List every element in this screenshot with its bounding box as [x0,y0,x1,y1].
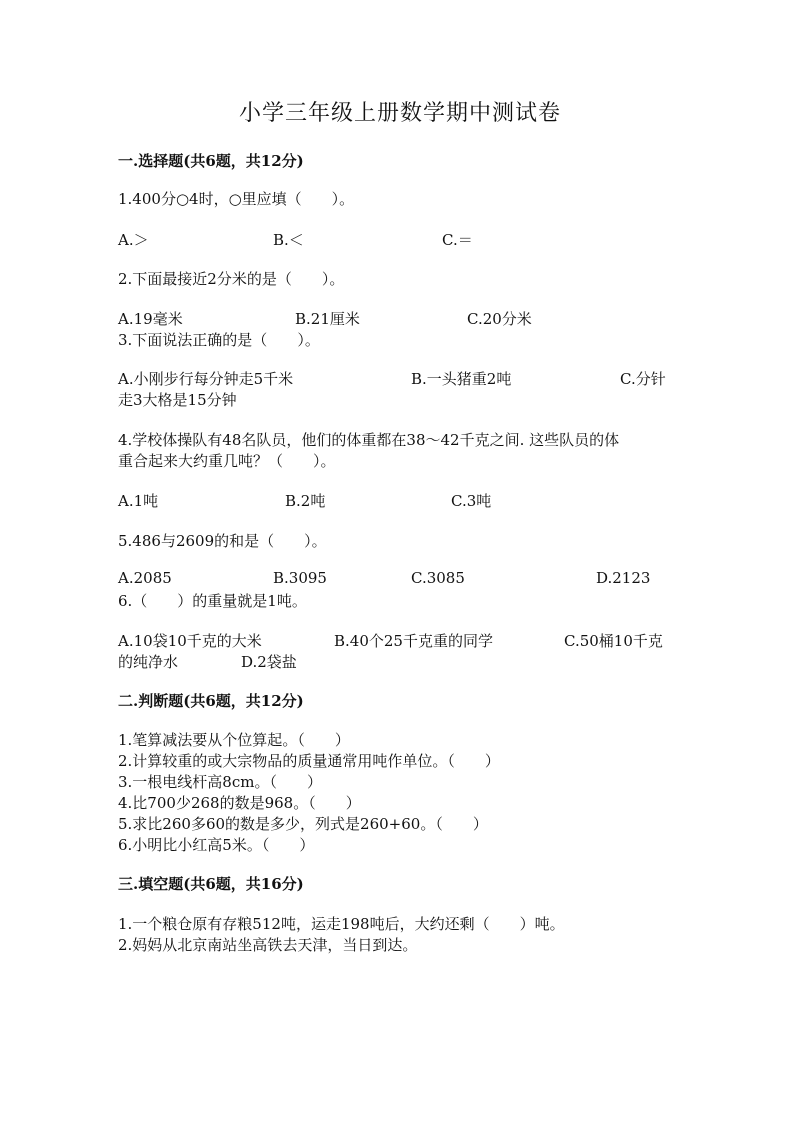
question-1-option-a: A.＞ [118,231,149,249]
question-2-stem: 2.下面最接近2分米的是（ ）。 [118,270,345,288]
question-6-option-c: C.50桶10千克 [564,632,663,650]
judge-item-5: 5.求比260多60的数是多少，列式是260+60。（ ） [118,815,488,833]
question-4-option-b: B.2吨 [285,492,326,510]
question-6-stem: 6.（ ）的重量就是1吨。 [118,592,307,610]
question-6-option-d: D.2袋盐 [241,653,297,671]
section-header-fill-blank: 三.填空题(共6题，共16分) [118,875,304,893]
question-5-stem: 5.486与2609的和是（ ）。 [118,532,327,550]
question-6-option-c-continued: 的纯净水 [118,653,179,671]
judge-item-2: 2.计算较重的或大宗物品的质量通常用吨作单位。（ ） [118,752,500,770]
question-5-option-d: D.2123 [596,569,651,587]
question-5-option-a: A.2085 [118,569,172,587]
question-3-option-c: C.分针 [620,370,666,388]
question-6-option-b: B.40个25千克重的同学 [334,632,493,650]
question-5-option-c: C.3085 [411,569,465,587]
judge-item-3: 3.一根电线杆高8cm。（ ） [118,773,322,791]
judge-item-6: 6.小明比小红高5米。（ ） [118,836,315,854]
question-4-option-a: A.1吨 [118,492,159,510]
fill-item-1: 1.一个粮仓原有存粮512吨，运走198吨后，大约还剩（ ）吨。 [118,915,565,933]
question-6-option-a: A.10袋10千克的大米 [118,632,262,650]
judge-item-4: 4.比700少268的数是968。（ ） [118,794,361,812]
question-1-option-c: C.＝ [442,231,473,249]
question-3-option-c-continued: 走3大格是15分钟 [118,391,237,409]
question-3-option-a: A.小刚步行每分钟走5千米 [118,370,294,388]
question-4-option-c: C.3吨 [451,492,492,510]
question-3-option-b: B.一头猪重2吨 [411,370,512,388]
question-2-option-c: C.20分米 [467,310,532,328]
fill-item-2: 2.妈妈从北京南站坐高铁去天津，当日到达。 [118,936,418,954]
question-3-stem: 3.下面说法正确的是（ ）。 [118,331,320,349]
section-header-true-false: 二.判断题(共6题，共12分) [118,692,304,710]
page-title: 小学三年级上册数学期中测试卷 [238,101,561,126]
question-1-option-b: B.＜ [273,231,304,249]
question-4-stem-line1: 4.学校体操队有48名队员，他们的体重都在38～42千克之间. 这些队员的体 [118,431,620,449]
section-header-choice: 一.选择题(共6题，共12分) [118,152,304,170]
question-2-option-a: A.19毫米 [118,310,183,328]
question-4-stem-line2: 重合起来大约重几吨？（ ）。 [118,452,336,470]
question-5-option-b: B.3095 [273,569,327,587]
question-2-option-b: B.21厘米 [295,310,360,328]
question-1-stem: 1.400分○4时，○里应填（ ）。 [118,190,355,208]
judge-item-1: 1.笔算减法要从个位算起。（ ） [118,731,350,749]
